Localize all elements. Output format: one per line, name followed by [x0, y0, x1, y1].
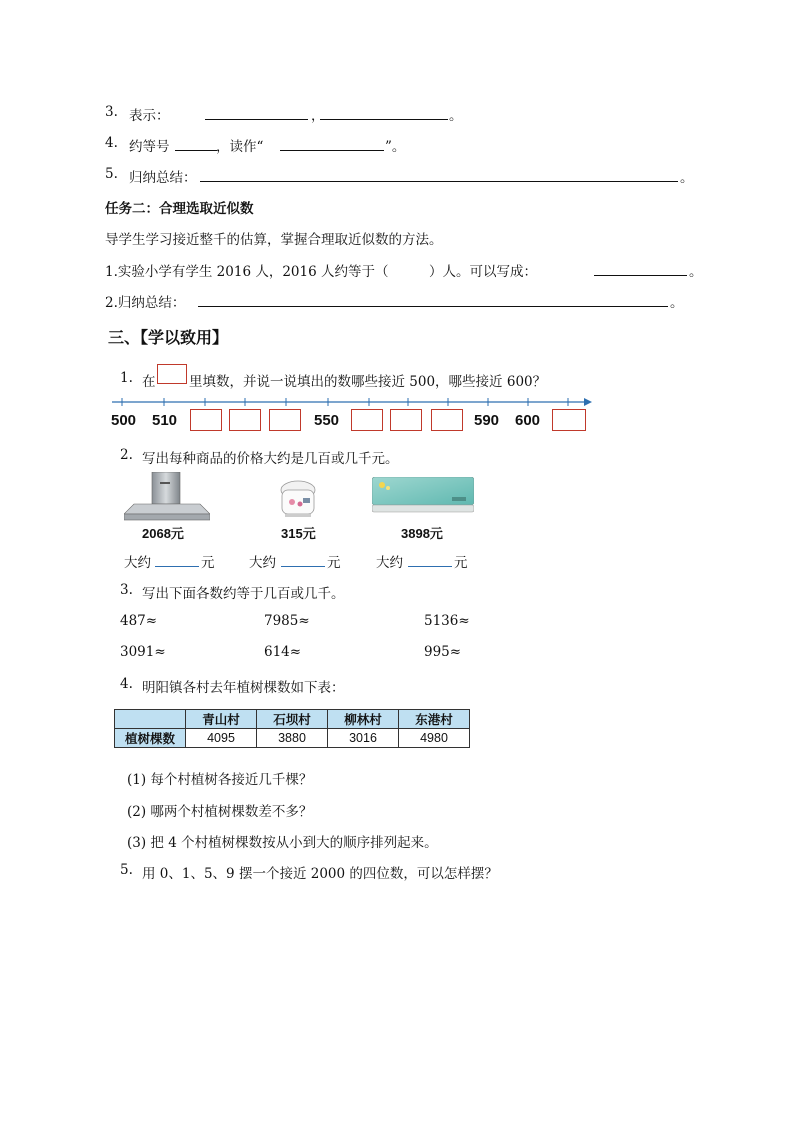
q4-sub-1: (1) 每个村植树各接近几千棵？ — [127, 772, 313, 788]
q3-text: 写出下面各数约等于几百或几千。 — [142, 586, 345, 602]
tree-planting-table — [114, 709, 470, 748]
blank-box-560[interactable] — [351, 409, 383, 431]
q4-sub-2: (2) 哪两个村植树棵数差不多？ — [127, 804, 313, 820]
q1-before-box: 在 — [142, 374, 156, 390]
q1-text: 里填数，并说一说填出的数哪些接近 500，哪些接近 600？ — [189, 374, 547, 390]
approx-blank-2[interactable] — [281, 566, 325, 567]
blank-box-530[interactable] — [229, 409, 261, 431]
table-header-liulin: 柳林村 — [328, 710, 399, 729]
item5-blank[interactable] — [200, 181, 678, 182]
approx-blank-1[interactable] — [155, 566, 199, 567]
blank-box-520[interactable] — [190, 409, 222, 431]
table-header-empty — [115, 710, 186, 729]
q3-number: 3. — [120, 582, 133, 598]
item3-blank-1[interactable] — [205, 119, 308, 120]
item3-number: 3. — [105, 104, 118, 120]
approx-unit-3: 元 — [454, 555, 468, 571]
q2-text: 写出每种商品的价格大约是几百或几千元。 — [142, 451, 399, 467]
q4-text: 明阳镇各村去年植树棵数如下表： — [142, 680, 345, 696]
item4-number: 4. — [105, 135, 118, 151]
task-two-q2-blank[interactable] — [198, 306, 668, 307]
item5-end: 。 — [680, 170, 694, 186]
approx-label-1: 大约 — [124, 555, 151, 571]
approx-label-2: 大约 — [249, 555, 276, 571]
price-rice-cooker: 315元 — [281, 526, 316, 541]
item5-number: 5. — [105, 166, 118, 182]
item5-label: 归纳总结： — [129, 170, 197, 186]
task-two-title: 任务二：合理选取近似数 — [105, 201, 254, 217]
price-range-hood: 2068元 — [142, 526, 184, 541]
item4-end: ”。 — [385, 139, 406, 155]
item3-blank-2[interactable] — [320, 119, 448, 120]
item4-mid: ，读作“ — [216, 139, 264, 155]
estimate-5136[interactable]: 5136≈ — [424, 613, 470, 629]
q5-number: 5. — [120, 862, 133, 878]
blank-box-610[interactable] — [552, 409, 586, 431]
approx-label-3: 大约 — [376, 555, 403, 571]
range-hood-image — [124, 472, 210, 522]
table-header-donggang: 东港村 — [399, 710, 470, 729]
estimate-7985[interactable]: 7985≈ — [264, 613, 310, 629]
task-two-q1-blank[interactable] — [594, 275, 687, 276]
blank-box-540[interactable] — [269, 409, 301, 431]
q1-example-box — [157, 364, 187, 384]
table-row-label: 植树棵数 — [115, 729, 186, 748]
table-cell-donggang: 4980 — [399, 729, 470, 748]
table-header-qingshan: 青山村 — [186, 710, 257, 729]
q4-sub-3: (3) 把 4 个村植树棵数按从小到大的顺序排列起来。 — [127, 835, 438, 851]
label-550: 550 — [314, 412, 340, 429]
table-row — [115, 729, 470, 748]
table-header-shiba: 石坝村 — [257, 710, 328, 729]
task-two-q1: 1.实验小学有学生 2016 人，2016 人约等于（ ）人。可以写成： — [105, 264, 537, 280]
table-cell-qingshan: 4095 — [186, 729, 257, 748]
label-590: 590 — [474, 412, 500, 429]
estimate-487[interactable]: 487≈ — [120, 613, 158, 629]
price-air-conditioner: 3898元 — [401, 526, 443, 541]
q2-number: 2. — [120, 447, 133, 463]
section-three-title: 三、【学以致用】 — [108, 328, 229, 347]
task-two-q1-end: 。 — [689, 264, 703, 280]
estimate-3091[interactable]: 3091≈ — [120, 644, 166, 660]
item3-label: 表示： — [129, 108, 170, 124]
approx-unit-2: 元 — [327, 555, 341, 571]
q1-number: 1. — [120, 370, 133, 386]
label-600: 600 — [515, 412, 541, 429]
task-two-q2-end: 。 — [670, 295, 684, 311]
estimate-995[interactable]: 995≈ — [424, 644, 462, 660]
label-500: 500 — [111, 412, 137, 429]
air-conditioner-image — [372, 477, 474, 513]
blank-box-570[interactable] — [390, 409, 422, 431]
number-line — [108, 396, 592, 408]
table-cell-shiba: 3880 — [257, 729, 328, 748]
item4-blank-2[interactable] — [280, 150, 384, 151]
approx-unit-1: 元 — [201, 555, 215, 571]
table-header-row — [115, 710, 470, 729]
approx-blank-3[interactable] — [408, 566, 452, 567]
table-cell-liulin: 3016 — [328, 729, 399, 748]
item4-label: 约等号 — [129, 139, 170, 155]
estimate-614[interactable]: 614≈ — [264, 644, 302, 660]
rice-cooker-image — [277, 478, 319, 520]
task-two-q2: 2.归纳总结： — [105, 295, 186, 311]
label-510: 510 — [152, 412, 178, 429]
q4-number: 4. — [120, 676, 133, 692]
item3-comma: ， — [311, 108, 325, 124]
item3-end: 。 — [449, 108, 463, 124]
item4-blank-1[interactable] — [175, 150, 217, 151]
task-two-intro: 导学生学习接近整千的估算，掌握合理取近似数的方法。 — [105, 232, 443, 248]
blank-box-580[interactable] — [431, 409, 463, 431]
q5-text: 用 0、1、5、9 摆一个接近 2000 的四位数，可以怎样摆？ — [142, 866, 498, 882]
